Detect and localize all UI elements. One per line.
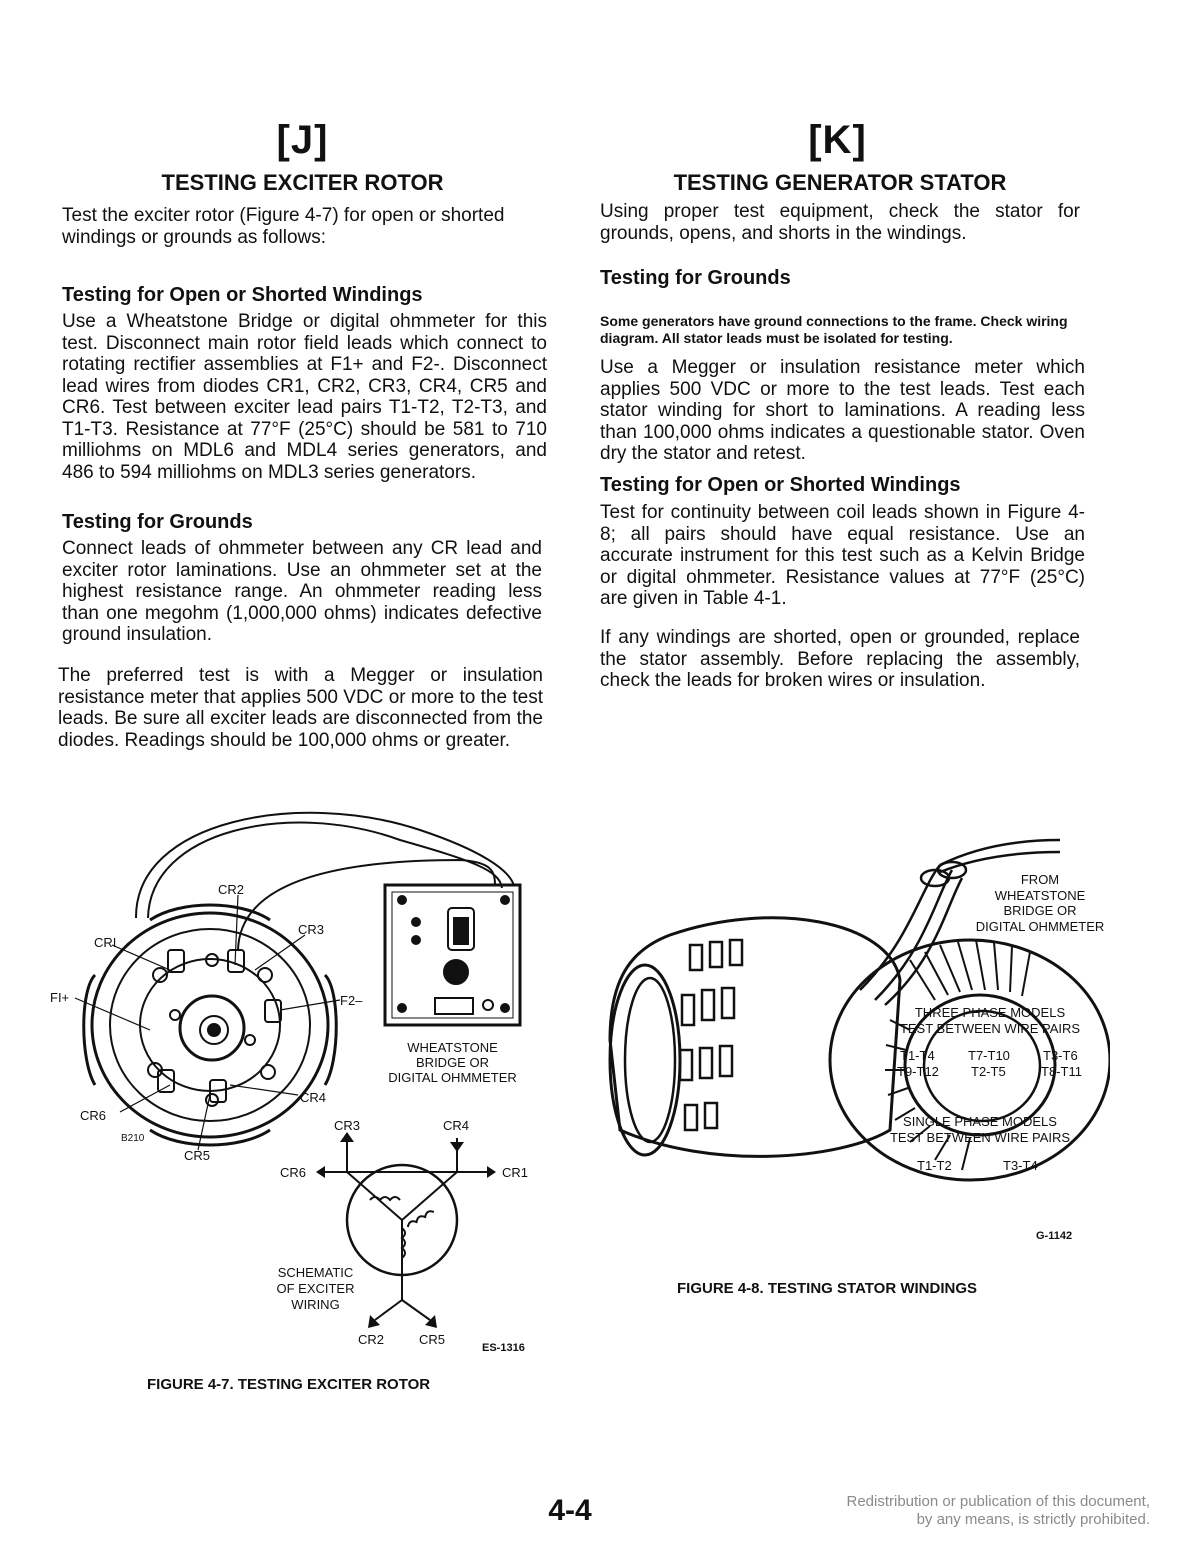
pair-t9-t12: T9-T12 [897,1064,939,1079]
heading-stator-grounds: Testing for Grounds [600,267,791,289]
three-phase-label: THREE PHASE MODELS TEST BETWEEN WIRE PAIRS [899,1005,1081,1036]
single-phase-label: SINGLE PHASE MODELS TEST BETWEEN WIRE PAIRS [889,1114,1071,1145]
label-cr1: CRI [94,935,117,950]
section-letter-j: [J] [276,118,329,162]
heading-testing-for-grounds: Testing for Grounds [62,511,253,533]
stator-ground-note: Some generators have ground connections to the frame. Check wiring diagram. All stator leads must be isolated for testing. [600,313,1068,346]
label-cr3: CR3 [298,922,325,937]
pair-t2-t5: T2-T5 [971,1064,1006,1079]
figure-4-8-caption: FIGURE 4-8. TESTING STATOR WINDINGS [677,1280,978,1297]
exciter-intro: Test the exciter rotor (Figure 4-7) for open or shorted windings or grounds as follows: [62,205,505,248]
heading-stator-open-shorted: Testing for Open or Shorted Windings [600,474,961,496]
meter-label: WHEATSTONE BRIDGE OR DIGITAL OHMMETER [388,1040,517,1085]
pair-t1-t4: T1-T4 [900,1048,935,1063]
figure-code-g1142: G-1142 [1036,1230,1073,1242]
exciter-grounds-body: Connect leads of ohmmeter between any CR lead and exciter rotor laminations. Use an ohmmeter set at the highest resistance range. An ohmmeter reading less than one megohm (1,000,000 ohms) indicates defective ground insulation. [62,538,542,645]
pair-t3-t6: T3-T6 [1043,1048,1078,1063]
schematic-cr6: CR6 [280,1165,307,1180]
exciter-megger-body: The preferred test is with a Megger or insulation resistance meter that applies 500 VDC or more to the test leads. Be sure all exciter leads are disconnected from the diodes. Readings should be 100,000 ohms or greater. [58,665,543,751]
schematic-cr5: CR5 [419,1332,446,1347]
section-title-exciter-rotor: TESTING EXCITER ROTOR [161,170,444,195]
heading-open-shorted-windings: Testing for Open or Shorted Windings [62,284,423,306]
figure-4-7-caption: FIGURE 4-7. TESTING EXCITER ROTOR [147,1376,431,1393]
stator-grounds-body: Use a Megger or insulation resistance meter which applies 500 VDC or more to the test leads. Test each stator winding for short to laminations. A reading less than 100,000 ohms indicates a questionable stator. Oven dry the stator and retest. [600,357,1085,464]
from-meter-label: FROM WHEATSTONE BRIDGE OR DIGITAL OHMMETER [975,872,1105,934]
label-cr2: CR2 [218,882,245,897]
label-b210: B210 [121,1133,145,1144]
label-f2-minus: F2– [340,993,363,1008]
pair-t3-t4: T3-T4 [1003,1158,1038,1173]
pair-t1-t2: T1-T2 [917,1158,952,1173]
schematic-cr1: CR1 [502,1165,529,1180]
label-cr4: CR4 [300,1090,327,1105]
schematic-cr2: CR2 [358,1332,385,1347]
page-number: 4-4 [548,1494,592,1527]
section-letter-k: [K] [808,118,867,162]
pair-t7-t10: T7-T10 [968,1048,1010,1063]
figure-code-es1316: ES-1316 [482,1342,525,1354]
stator-replace-body: If any windings are shorted, open or grounded, replace the stator assembly. Before replacing the assembly, check the leads for broken wires or insulation. [600,627,1080,691]
pair-t8-t11: T8-T11 [1041,1064,1082,1079]
schematic-cr3: CR3 [334,1118,361,1133]
footer-notice: Redistribution or publication of this document, by any means, is strictly prohibited. [846,1493,1150,1528]
exciter-windings-body: Use a Wheatstone Bridge or digital ohmmeter for this test. Disconnect main rotor field leads which connect to rotating rectifier assemblies at F1+ and F2-. Disconnect lead wires from diodes CR1, CR2, CR3, CR4, CR5 and CR6. Test between exciter lead pairs T1-T2, T2-T3, and T1-T3. Resistance at 77°F (25°C) should be 581 to 710 milliohms on MDL6 and MDL4 series generators, and 486 to 594 milliohms on MDL3 series generators. [62,311,547,483]
label-f1-plus: FI+ [50,990,70,1005]
label-cr6: CR6 [80,1108,107,1123]
stator-windings-body: Test for continuity between coil leads shown in Figure 4-8; all pairs should have equal resistance. Use an accurate instrument for this test such as a Kelvin Bridge or digital ohmmeter. Resistance values at 77°F (25°C) are given in Table 4-1. [600,502,1085,609]
schematic-label: SCHEMATIC OF EXCITER WIRING [276,1265,355,1312]
label-cr5: CR5 [184,1148,211,1163]
stator-intro: Using proper test equipment, check the stator for grounds, opens, and shorts in the windings. [600,201,1080,244]
schematic-cr4: CR4 [443,1118,470,1133]
section-title-generator-stator: TESTING GENERATOR STATOR [673,170,1007,195]
